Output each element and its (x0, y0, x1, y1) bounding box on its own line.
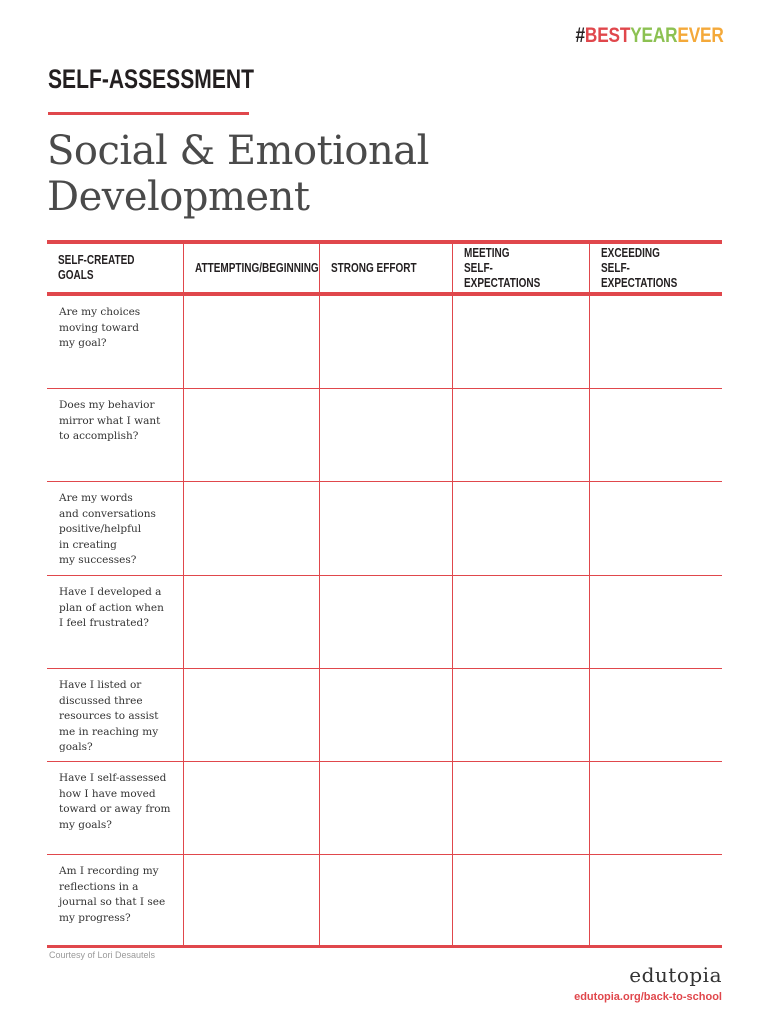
table-row (47, 576, 722, 669)
title-line-1: Social & Emotional (47, 128, 429, 174)
table-row (47, 762, 722, 855)
goal-question: Does my behavior mirror what I want to accomplish? (59, 399, 161, 442)
goal-question: Are my choices moving toward my goal? (59, 306, 141, 349)
rating-cell[interactable] (319, 389, 452, 481)
column-header-exceeding: EXCEEDING SELF-EXPECTATIONS (589, 244, 722, 292)
hashtag-logo (576, 24, 724, 48)
rating-cell[interactable] (183, 482, 319, 575)
rating-cell[interactable] (183, 669, 319, 761)
rating-cell[interactable] (452, 482, 589, 575)
rating-cell[interactable] (589, 389, 722, 481)
rating-cell[interactable] (452, 855, 589, 945)
rating-cell[interactable] (452, 669, 589, 761)
goal-question: Are my words and conversations positive/helpful in creating my successes? (59, 492, 156, 566)
hashtag-part: EVER (677, 24, 724, 47)
goal-question: Have I self-assessed how I have moved toward or away from my goals? (59, 772, 171, 831)
table-row (47, 669, 722, 762)
credit-text: Courtesy of Lori Desautels (49, 950, 156, 960)
rating-cell[interactable] (183, 762, 319, 854)
table-row (47, 482, 722, 576)
rating-cell[interactable] (589, 576, 722, 668)
column-header-goals: SELF-CREATED GOALS (58, 253, 135, 282)
rating-cell[interactable] (452, 389, 589, 481)
rating-cell[interactable] (452, 576, 589, 668)
hashtag-part: # (575, 24, 586, 47)
goal-question: Have I listed or discussed three resources to assist me in reaching my goals? (59, 679, 159, 753)
rating-cell[interactable] (589, 762, 722, 854)
page-title (47, 128, 429, 220)
footer-link[interactable]: edutopia.org/back-to-school (574, 991, 722, 1003)
rating-cell[interactable] (183, 296, 319, 388)
column-header-meeting: MEETING SELF-EXPECTATIONS (452, 244, 589, 292)
rating-cell[interactable] (589, 482, 722, 575)
rating-cell[interactable] (319, 482, 452, 575)
section-kicker: SELF-ASSESSMENT (48, 64, 254, 94)
rating-cell[interactable] (319, 855, 452, 945)
table-row (47, 389, 722, 482)
rating-cell[interactable] (452, 762, 589, 854)
rating-cell[interactable] (183, 855, 319, 945)
assessment-table (47, 240, 722, 948)
goal-question: Have I developed a plan of action when I feel frustrated? (59, 586, 164, 629)
rating-cell[interactable] (183, 576, 319, 668)
table-row (47, 855, 722, 948)
hashtag-part: YEAR (630, 24, 678, 47)
table-row (47, 296, 722, 389)
rating-cell[interactable] (589, 855, 722, 945)
rating-cell[interactable] (319, 296, 452, 388)
kicker-divider (48, 112, 249, 115)
rating-cell[interactable] (452, 296, 589, 388)
column-header-strong-effort: STRONG EFFORT (319, 244, 452, 292)
rating-cell[interactable] (319, 576, 452, 668)
goal-question: Am I recording my reflections in a journal so that I see my progress? (59, 865, 166, 924)
rating-cell[interactable] (589, 669, 722, 761)
rating-cell[interactable] (183, 389, 319, 481)
rating-cell[interactable] (319, 762, 452, 854)
hashtag-part: BEST (585, 24, 631, 47)
table-header-row (47, 244, 722, 296)
rating-cell[interactable] (319, 669, 452, 761)
rating-cell[interactable] (589, 296, 722, 388)
column-header-attempting: ATTEMPTING/BEGINNING (183, 244, 319, 292)
title-line-2: Development (47, 174, 310, 220)
edutopia-logo: edutopia (629, 963, 722, 987)
